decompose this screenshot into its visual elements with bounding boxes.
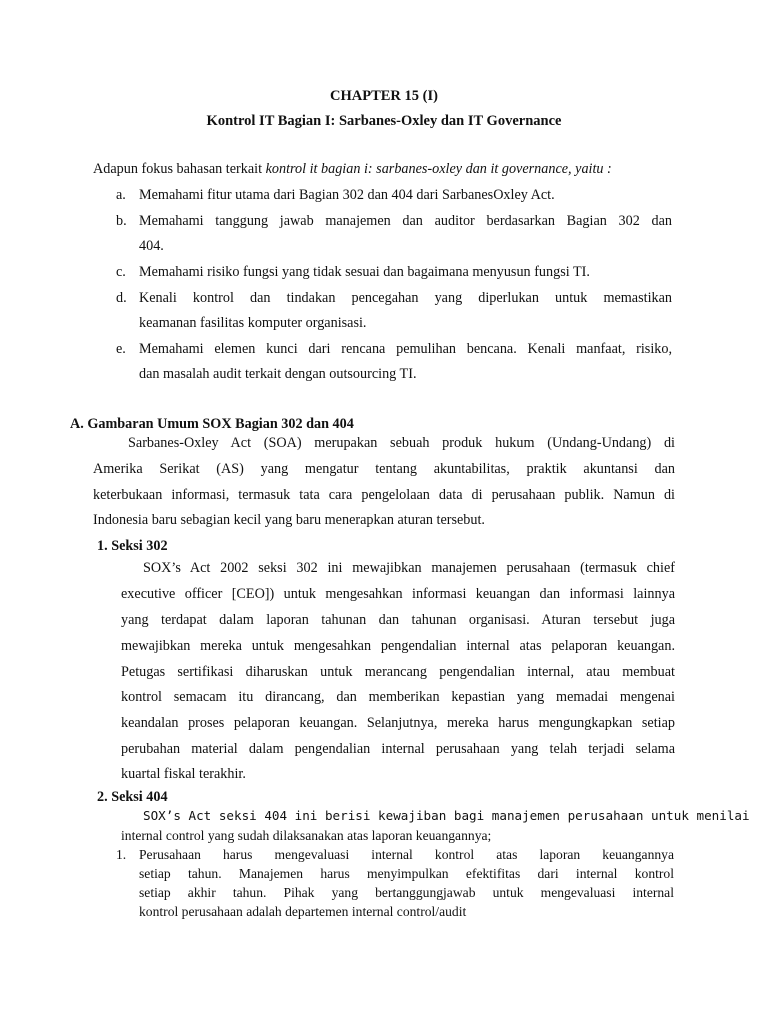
objective-line: Memahami tanggung jawab manajemen dan auditor berdasarkan Bagian 302 dan xyxy=(139,213,672,229)
objective-line: Memahami elemen kunci dari rencana pemulihan bencana. Kenali manfaat, risiko, xyxy=(139,341,672,357)
intro-paragraph xyxy=(93,161,612,178)
objective-marker: b. xyxy=(116,213,127,229)
list-item-line: setiap akhir tahun. Pihak yang bertanggungjawab untuk mengevaluasi internal xyxy=(139,885,674,900)
objective-line: dan masalah audit terkait dengan outsourcing TI. xyxy=(139,366,417,382)
subsection-heading: 2. Seksi 404 xyxy=(97,789,168,805)
objective-marker: c. xyxy=(116,264,126,280)
objective-line: 404. xyxy=(139,238,164,254)
objective-line: Kenali kontrol dan tindakan pencegahan yang diperlukan untuk memastikan xyxy=(139,290,672,306)
paragraph-line: Amerika Serikat (AS) yang mengatur tentang akuntabilitas, praktik akuntansi dan xyxy=(93,461,675,477)
chapter-number: CHAPTER 15 (I) xyxy=(330,88,438,104)
objective-marker: e. xyxy=(116,341,126,357)
paragraph-line: perubahan material dalam pengendalian internal perusahaan yang telah terjadi selama xyxy=(121,741,675,757)
paragraph-line: keterbukaan informasi, termasuk tata cara pengelolaan data di perusahaan publik. Namun di xyxy=(93,487,675,503)
objective-line: keamanan fasilitas komputer organisasi. xyxy=(139,315,367,331)
paragraph-line: keandalan proses pelaporan keuangan. Selanjutnya, mereka harus mengungkapkan setiap xyxy=(121,715,675,731)
list-item-marker: 1. xyxy=(116,847,127,862)
intro-lead-italic: kontrol it bagian i: sarbanes-oxley dan it governance, yaitu : xyxy=(265,161,612,177)
paragraph-line: SOX’s Act seksi 404 ini berisi kewajiban bagi manajemen perusahaan untuk menilai xyxy=(143,808,750,823)
list-item-line: setiap tahun. Manajemen harus menyimpulkan efektifitas dari internal kontrol xyxy=(139,866,674,881)
list-item-line: Perusahaan harus mengevaluasi internal kontrol atas laporan keuangannya xyxy=(139,847,674,862)
subsection-heading: 1. Seksi 302 xyxy=(97,538,168,554)
paragraph-line: Indonesia baru sebagian kecil yang baru menerapkan aturan tersebut. xyxy=(93,512,485,528)
list-item-line: kontrol perusahaan adalah departemen internal control/audit xyxy=(139,904,467,919)
intro-lead: Adapun fokus bahasan terkait xyxy=(93,161,266,177)
paragraph-line: executive officer [CEO]) untuk mengesahkan informasi keuangan dan informasi lainnya xyxy=(121,586,675,602)
paragraph-line: kuartal fiskal terakhir. xyxy=(121,766,246,782)
paragraph-line: Petugas sertifikasi diharuskan untuk merancang pengendalian internal, atau membuat xyxy=(121,664,675,680)
paragraph-line: Sarbanes-Oxley Act (SOA) merupakan sebuah produk hukum (Undang-Undang) di xyxy=(128,435,675,451)
paragraph-line: internal control yang sudah dilaksanakan atas laporan keuangannya; xyxy=(121,828,492,843)
paragraph-line: kontrol semacam itu dirancang, dan memberikan kepastian yang memadai mengenai xyxy=(121,689,675,705)
objective-marker: a. xyxy=(116,187,126,203)
objective-line: Memahami fitur utama dari Bagian 302 dan 404 dari SarbanesOxley Act. xyxy=(139,187,555,203)
section-heading: A. Gambaran Umum SOX Bagian 302 dan 404 xyxy=(70,416,354,432)
objective-marker: d. xyxy=(116,290,127,306)
paragraph-line: yang terdapat dalam laporan tahunan dan tahunan organisasi. Aturan tersebut juga xyxy=(121,612,675,628)
chapter-title: Kontrol IT Bagian I: Sarbanes-Oxley dan IT Governance xyxy=(206,113,562,129)
paragraph-line: mewajibkan mereka untuk mengesahkan pengendalian internal atas pelaporan keuangan. xyxy=(121,638,675,654)
paragraph-line: SOX’s Act 2002 seksi 302 ini mewajibkan manajemen perusahaan (termasuk chief xyxy=(143,560,675,576)
objective-line: Memahami risiko fungsi yang tidak sesuai dan bagaimana menyusun fungsi TI. xyxy=(139,264,590,280)
